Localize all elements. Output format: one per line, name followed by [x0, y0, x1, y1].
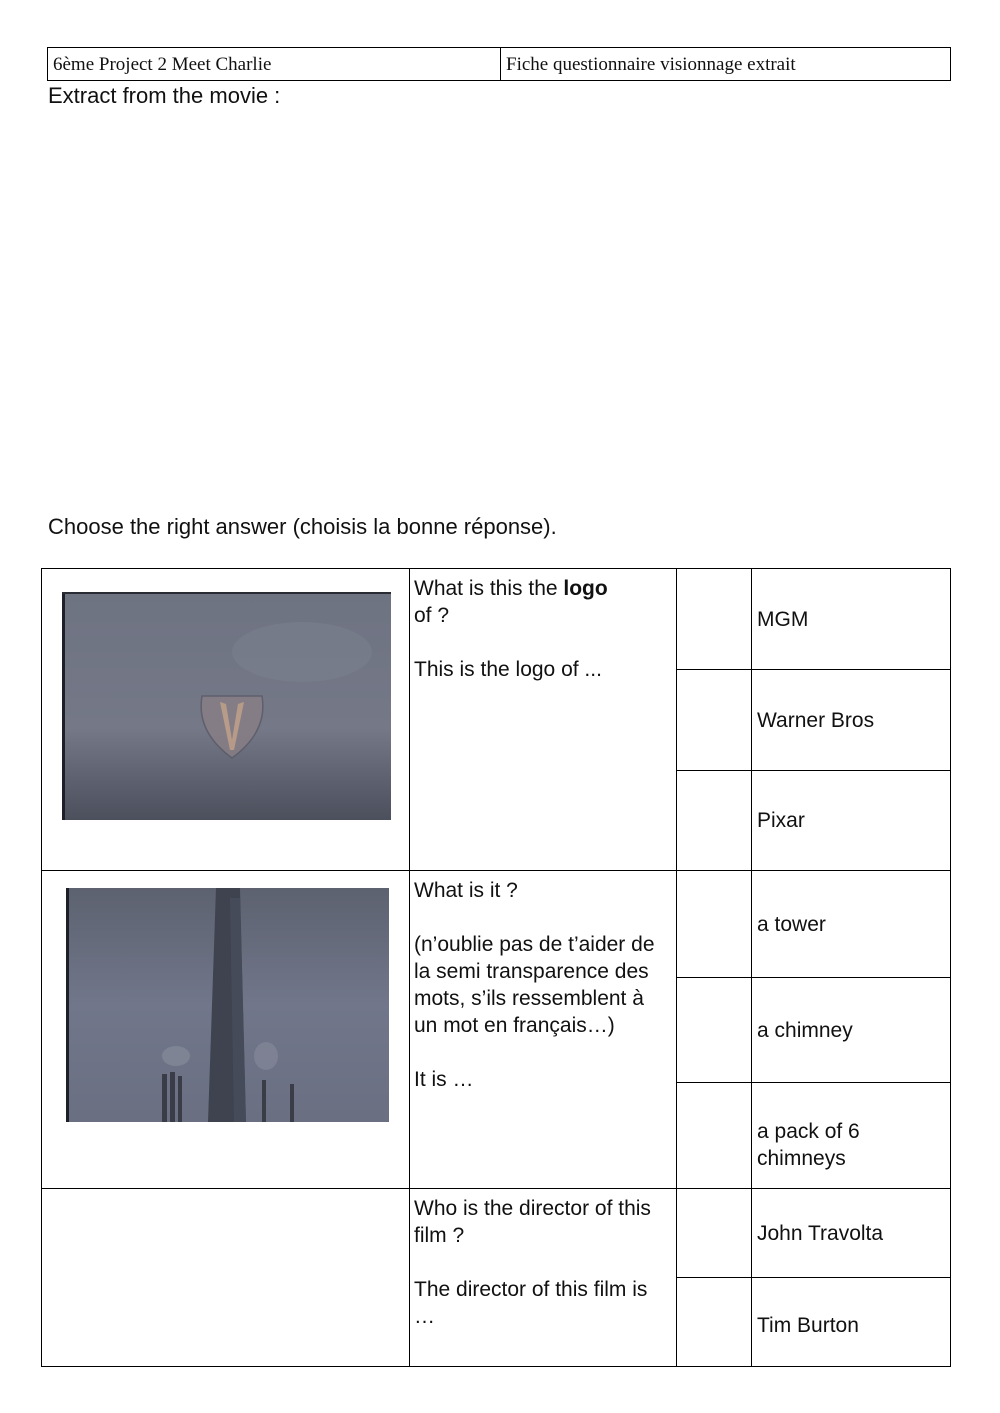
answer-prompt: This is the logo of ...: [414, 658, 602, 681]
answer-checkbox[interactable]: [677, 1278, 752, 1366]
answer-option[interactable]: [677, 669, 950, 770]
question-row-logo: [42, 569, 950, 870]
image-cell-empty: [42, 1189, 410, 1366]
question-table: [41, 568, 951, 1367]
question-cell: [410, 1189, 677, 1366]
answer-label: a chimney: [757, 1018, 853, 1042]
answer-label: Warner Bros: [757, 708, 875, 732]
answer-label: a pack of 6 chimneys: [757, 1119, 860, 1170]
question-hint: (n’oublie pas de t’aider de la semi transparence des mots, s’ils ressemblent à un mot en français…): [414, 933, 655, 1037]
answer-checkbox[interactable]: [677, 569, 752, 669]
question-cell: [410, 569, 677, 870]
answer-checkbox[interactable]: [677, 978, 752, 1082]
answer-checkbox[interactable]: [677, 871, 752, 977]
header-table: [47, 47, 951, 81]
answer-prompt: The director of this film is …: [414, 1278, 648, 1328]
answer-option[interactable]: [677, 1189, 950, 1277]
chimney-image: [66, 888, 389, 1122]
answer-prompt: It is …: [414, 1068, 474, 1091]
answer-option[interactable]: [677, 1277, 950, 1366]
answer-checkbox[interactable]: [677, 670, 752, 770]
answer-label: Pixar: [757, 809, 805, 832]
answer-label: Tim Burton: [757, 1313, 859, 1337]
answer-option[interactable]: [677, 770, 950, 870]
answer-label: MGM: [757, 607, 809, 631]
question-text: Who is the director of this film ?: [414, 1197, 651, 1247]
answer-option[interactable]: [677, 569, 950, 669]
question-text: What is it ?: [414, 879, 518, 902]
answer-label: John Travolta: [757, 1221, 884, 1245]
answer-checkbox[interactable]: [677, 1189, 752, 1277]
answer-option[interactable]: [677, 1082, 950, 1188]
answers-column: [677, 871, 950, 1188]
answer-checkbox[interactable]: [677, 1083, 752, 1188]
question-cell: [410, 871, 677, 1188]
question-text-end: of ?: [414, 604, 450, 627]
image-cell: [42, 871, 410, 1188]
extract-label: Extract from the movie :: [48, 83, 281, 108]
answer-option[interactable]: [677, 871, 950, 977]
question-bold-word: logo: [563, 577, 608, 600]
question-row-director: [42, 1188, 950, 1366]
header-course: 6ème Project 2 Meet Charlie: [53, 54, 272, 75]
question-row-chimney: [42, 870, 950, 1188]
image-cell: [42, 569, 410, 870]
answers-column: [677, 1189, 950, 1366]
answer-option[interactable]: [677, 977, 950, 1082]
warner-logo-image: [62, 592, 391, 820]
header-worksheet-type: Fiche questionnaire visionnage extrait: [500, 48, 950, 80]
instruction: Choose the right answer (choisis la bonne réponse).: [48, 514, 557, 539]
answer-label: a tower: [757, 912, 826, 936]
answers-column: [677, 569, 950, 870]
answer-checkbox[interactable]: [677, 771, 752, 870]
question-text: What is this the: [414, 577, 564, 600]
